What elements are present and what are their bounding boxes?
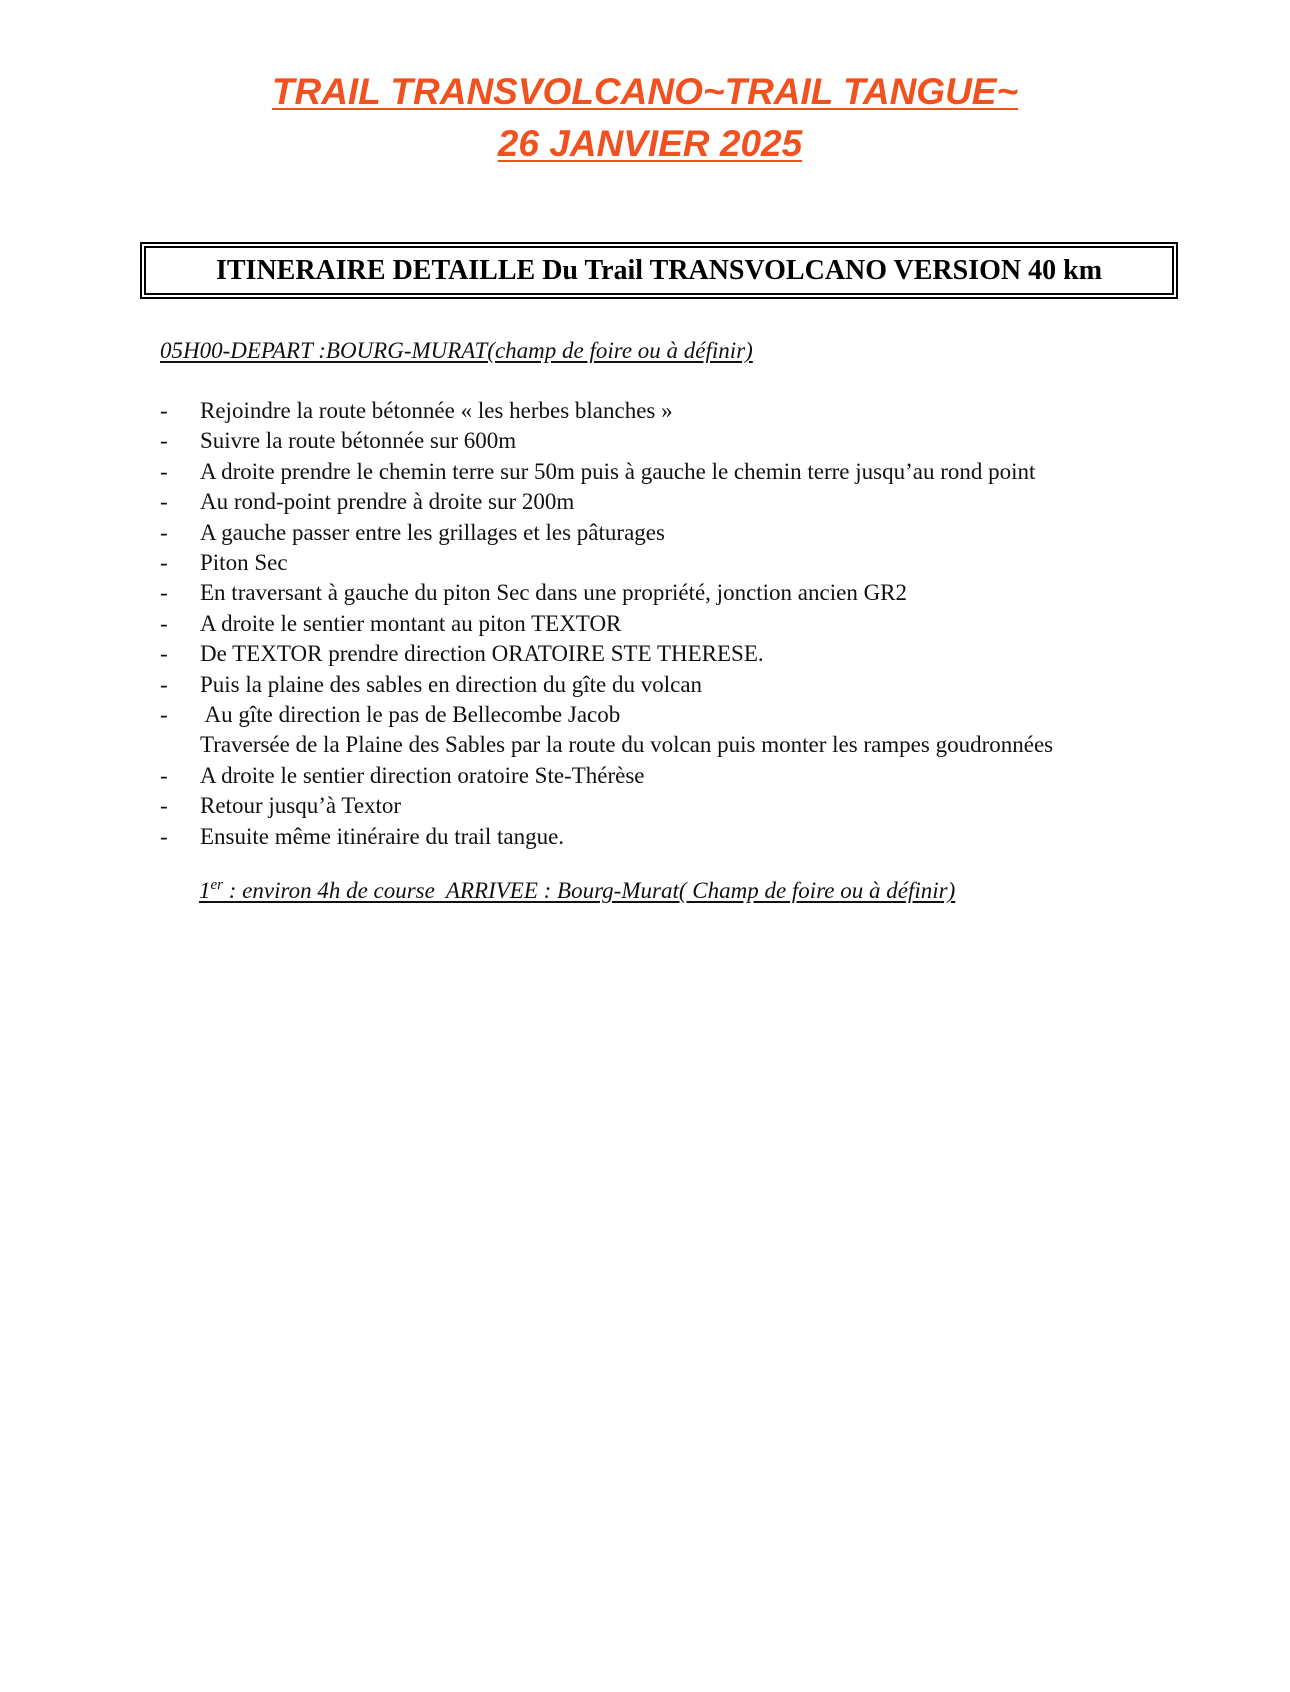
- arrival-text: : environ 4h de course ARRIVEE : Bourg-Murat( Champ de foire ou à définir): [223, 878, 956, 903]
- step-dash: -: [160, 793, 168, 819]
- step-text: Au gîte direction le pas de Bellecombe Jacob: [200, 702, 621, 728]
- itinerary-step: [160, 639, 1053, 669]
- step-dash: -: [160, 580, 168, 606]
- step-text: A droite prendre le chemin terre sur 50m puis à gauche le chemin terre jusqu’au rond point: [200, 458, 1036, 484]
- step-dash: -: [160, 489, 168, 515]
- step-text: Suivre la route bétonnée sur 600m: [200, 428, 517, 454]
- step-text: Traversée de la Plaine des Sables par la route du volcan puis monter les rampes goudronnées: [200, 732, 1054, 758]
- step-dash: -: [160, 610, 168, 636]
- step-dash: -: [160, 550, 168, 576]
- step-text: A droite le sentier direction oratoire Ste-Thérèse: [200, 762, 645, 788]
- step-text: A gauche passer entre les grillages et les pâturages: [200, 519, 665, 545]
- document-title: [0, 66, 1290, 170]
- step-dash: -: [160, 702, 168, 728]
- itinerary-step: [160, 457, 1053, 487]
- itinerary-step: [160, 487, 1053, 517]
- step-text: Retour jusqu’à Textor: [200, 793, 402, 819]
- step-dash: -: [160, 398, 168, 423]
- arrival-ordinal-suffix: er: [210, 877, 223, 893]
- itinerary-heading: ITINERAIRE DETAILLE Du Trail TRANSVOLCANO VERSION 40 km: [215, 254, 1103, 286]
- arrival-ordinal: 1: [199, 878, 211, 903]
- itinerary-step: [160, 670, 1053, 700]
- step-text: Piton Sec: [200, 550, 288, 576]
- step-dash: -: [160, 428, 168, 454]
- itinerary-heading-box: [140, 242, 1178, 299]
- itinerary-step: [160, 548, 1053, 578]
- departure-line: 05H00-DEPART :BOURG-MURAT(champ de foire ou à définir): [160, 338, 753, 363]
- itinerary-step: [160, 396, 1053, 426]
- step-dash: -: [160, 641, 168, 667]
- step-text: Ensuite même itinéraire du trail tangue.: [200, 823, 565, 849]
- step-text: Puis la plaine des sables en direction du gîte du volcan: [200, 671, 703, 697]
- arrival-line: [199, 878, 955, 904]
- itinerary-steps-list: [160, 396, 1053, 852]
- step-text: A droite le sentier montant au piton TEXTOR: [200, 610, 622, 636]
- step-text: Au rond-point prendre à droite sur 200m: [200, 489, 575, 515]
- itinerary-step: [160, 730, 1053, 760]
- title-line-2: 26 JANVIER 2025: [497, 123, 803, 164]
- title-line-1: TRAIL TRANSVOLCANO~TRAIL TANGUE~: [271, 71, 1019, 112]
- step-text: De TEXTOR prendre direction ORATOIRE STE THERESE.: [200, 641, 764, 667]
- step-text: Rejoindre la route bétonnée « les herbes blanches »: [200, 398, 673, 423]
- itinerary-step: [160, 700, 1053, 730]
- itinerary-step: [160, 609, 1053, 639]
- itinerary-step: [160, 791, 1053, 821]
- step-text: En traversant à gauche du piton Sec dans une propriété, jonction ancien GR2: [200, 580, 908, 606]
- itinerary-step: [160, 426, 1053, 456]
- step-dash: -: [160, 823, 168, 849]
- step-dash: -: [160, 519, 168, 545]
- itinerary-step: [160, 518, 1053, 548]
- step-dash: -: [160, 762, 168, 788]
- itinerary-step: [160, 761, 1053, 791]
- step-dash: -: [160, 458, 168, 484]
- itinerary-step: [160, 578, 1053, 608]
- step-dash: -: [160, 671, 168, 697]
- itinerary-step: [160, 822, 1053, 852]
